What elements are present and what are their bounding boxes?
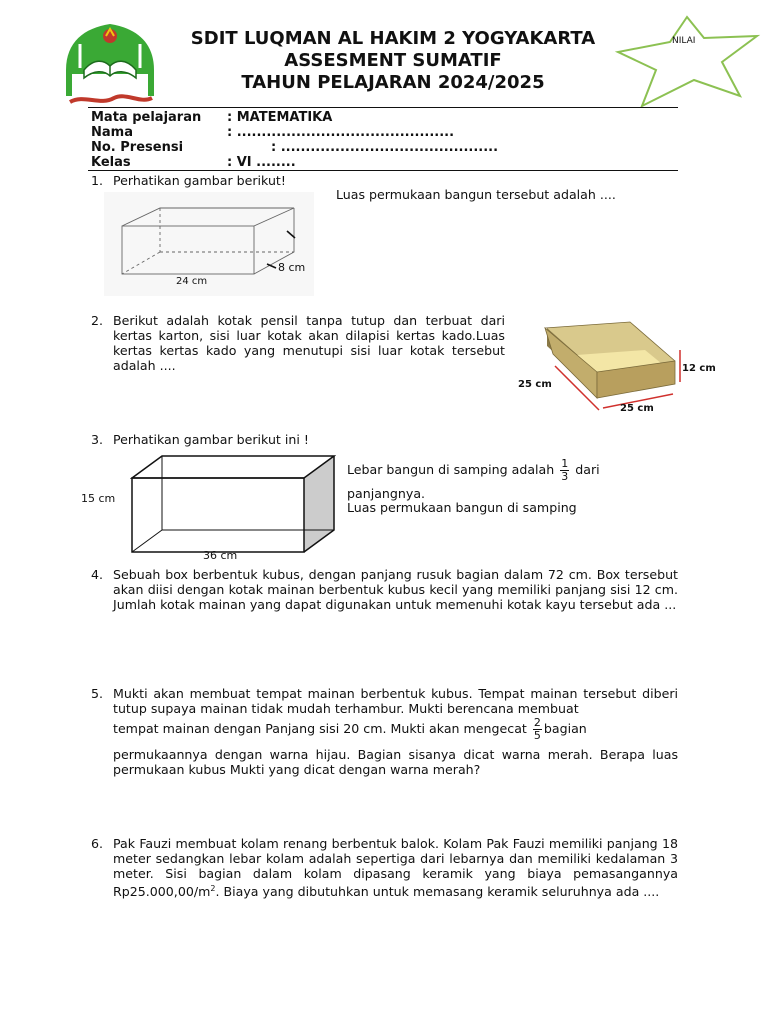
school-name: SDIT LUQMAN AL HAKIM 2 YOGYAKARTA — [190, 28, 596, 49]
score-star — [612, 14, 762, 110]
assessment-title: ASSESMENT SUMATIF — [284, 50, 502, 71]
meta-class: Kelas : VI ........ — [91, 155, 296, 170]
question-2: 2. Berikut adalah kotak pensil tanpa tutup dan terbuat dari kertas karton, sisi luar kotak akan dilapisi kertas kado.Luas kertas kertas kado yang menutupi sisi luar kotak tersebut adalah .... — [91, 313, 505, 373]
q2-height-label: 12 cm — [682, 363, 716, 374]
meta-divider — [88, 170, 678, 171]
q2-bottom-label: 25 cm — [620, 403, 654, 414]
q3-height-label: 15 cm — [81, 492, 116, 505]
question-4: 4. Sebuah box berbentuk kubus, dengan panjang rusuk bagian dalam 72 cm. Box tersebut akan diisi dengan kotak mainan berbentuk kubus kecil yang memiliki panjang sisi 12 cm. Jumlah kotak mainan yang dapat digunakan untuk memenuhi kotak kayu tersebut ada ... — [91, 567, 678, 612]
cuboid-figure-1 — [104, 192, 314, 296]
q5-fraction: $\frac{2}{5}$ — [533, 716, 541, 742]
q1-depth-label: 8 cm — [278, 261, 306, 274]
q1-length-label: 24 cm — [176, 276, 208, 287]
score-label: NILAI — [672, 36, 696, 46]
school-year: TAHUN PELAJARAN 2024/2025 — [241, 72, 545, 93]
meta-subject: Mata pelajaran : MATEMATIKA — [91, 110, 333, 125]
question-3: 3. Perhatikan gambar berikut ini ! — [91, 432, 309, 447]
open-box-figure — [515, 306, 730, 418]
q3-line3: Luas permukaan bangun di samping — [347, 500, 577, 515]
q3-length-label: 36 cm — [203, 549, 238, 562]
q5-line3: permukaannya dengan warna hijau. Bagian sisanya dicat warna merah. Berapa luas permukaan kubus Mukti yang dicat dengan warna merah? — [113, 747, 678, 777]
question-1-prompt: Luas permukaan bangun tersebut adalah .... — [336, 187, 616, 202]
school-logo — [60, 14, 160, 110]
q3-line1: Lebar bangun di samping adalah $\frac{1}{3}$ dari — [347, 457, 600, 483]
question-6: 6. Pak Fauzi membuat kolam renang berbentuk balok. Kolam Pak Fauzi memiliki panjang 18 meter sedangkan lebar kolam adalah sepertiga dari lebarnya dan memiliki kedalaman 3 meter. Sisi bagian dalam kolam dipasang keramik yang biaya pemasangannya $Rp25.000,00/m^2$. Biaya yang dibutuhkan untuk memasang keramik seluruhnya ada .... — [91, 836, 678, 900]
q3-fraction: $\frac{1}{3}$ — [561, 457, 569, 483]
q5-line2: tempat mainan dengan Panjang sisi 20 cm. Mukti akan mengecat $\frac{2}{5}$ bagian — [113, 716, 587, 742]
q2-left-label: 25 cm — [518, 379, 552, 390]
meta-name: Nama : ............................................ — [91, 125, 455, 140]
header-divider — [88, 107, 678, 108]
question-5: 5. Mukti akan membuat tempat mainan berbentuk kubus. Tempat mainan tersebut diberi tutup supaya mainan tidak mudah terhambur. Mukti berencana membuat — [91, 686, 678, 716]
cuboid-figure-3 — [130, 454, 336, 554]
meta-presence: No. Presensi : ............................................ — [91, 140, 499, 155]
q3-line2: panjangnya. — [347, 486, 426, 501]
question-1: 1. Perhatikan gambar berikut! — [91, 173, 286, 188]
